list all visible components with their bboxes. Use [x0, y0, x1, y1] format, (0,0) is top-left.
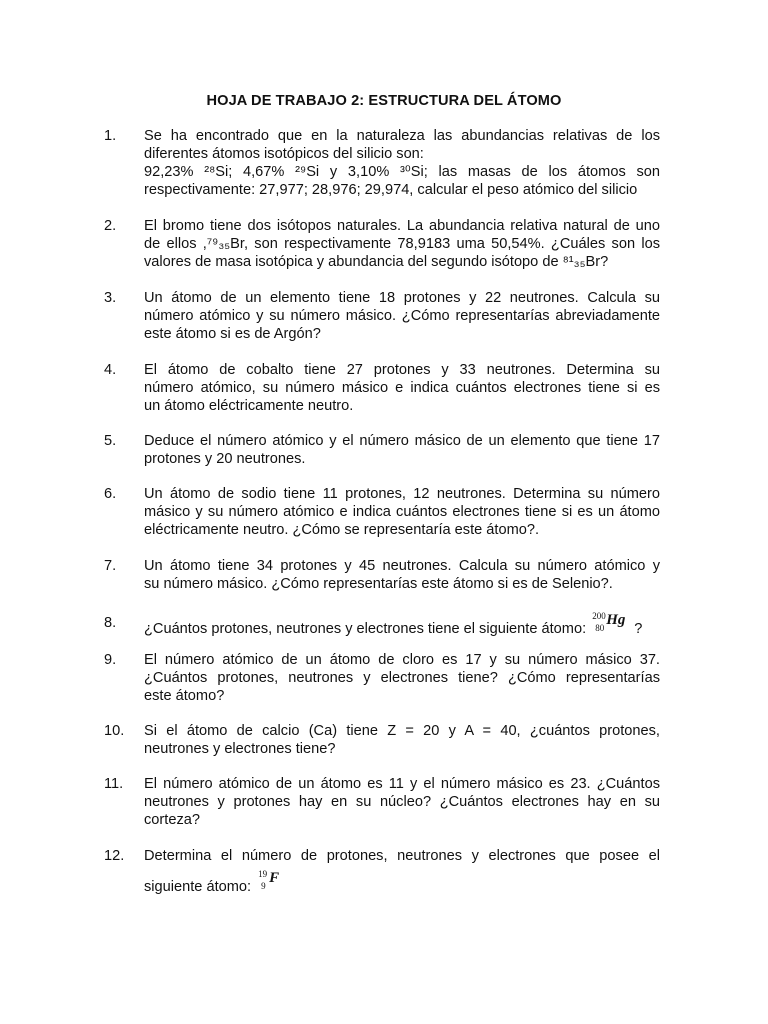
question-line: másico y su número atómico e indica cuántos electrones tiene si es un átomo [144, 504, 660, 520]
question-line: siguiente átomo: [144, 879, 252, 895]
page-title: HOJA DE TRABAJO 2: ESTRUCTURA DEL ÁTOMO [206, 93, 562, 109]
question-text [144, 775, 660, 829]
question-line: El átomo de cobalto tiene 27 protones y 33 neutrones. Determina su [144, 362, 660, 378]
question-line: Si el átomo de calcio (Ca) tiene Z = 20 y A = 40, ¿cuántos protones, [144, 723, 660, 739]
question-line: El número atómico de un átomo de cloro es 17 y su número másico 37. [144, 652, 660, 668]
question-line: Se ha encontrado que en la naturaleza las abundancias relativas de los [144, 128, 660, 144]
mercury-nuclide-symbol [590, 611, 630, 636]
question-number: 8. [104, 615, 117, 631]
question-number: 3. [104, 290, 117, 306]
question-text [144, 847, 660, 896]
question-number: 10. [104, 723, 125, 739]
question-line: protones y 20 neutrones. [144, 451, 306, 467]
question-number: 4. [104, 362, 117, 378]
question-text [144, 432, 660, 468]
question-line: corteza? [144, 812, 200, 828]
question-line: Un átomo de sodio tiene 11 protones, 12 neutrones. Determina su número [144, 486, 660, 502]
question-number: 11. [104, 776, 124, 792]
question-text [144, 651, 660, 705]
question-line: 92,23% ²⁸Si; 4,67% ²⁹Si y 3,10% ³⁰Si; las masas de los átomos son [144, 164, 660, 180]
question-number: 2. [104, 218, 117, 234]
question-line: neutrones y protones hay en su núcleo? ¿Cuántos electrones hay en su [144, 794, 660, 810]
question-line: Un átomo tiene 34 protones y 45 neutrones. Calcula su número atómico y [144, 558, 660, 574]
question-line: ¿Cuántos protones, neutrones y electrones tiene? ¿Cómo representarías [144, 670, 660, 686]
question-text [144, 127, 660, 199]
question-line: eléctricamente neutro. ¿Cómo se representaría este átomo?. [144, 522, 540, 538]
question-number: 6. [104, 486, 117, 502]
nuclide-mass-number: 19 [258, 869, 268, 879]
question-line: número atómico y su número másico. ¿Cómo representarías abreviadamente [144, 308, 660, 324]
nuclide-atomic-number: 80 [595, 623, 605, 633]
question-line-with-nuclide [144, 869, 660, 896]
question-line: Deduce el número atómico y el número másico de un elemento que tiene 17 [144, 433, 660, 449]
question-number: 1. [104, 128, 117, 144]
question-suffix: ? [634, 621, 643, 637]
question-line: Determina el número de protones, neutrones y electrones que posee el [144, 848, 660, 864]
nuclide-atomic-number: 9 [261, 881, 266, 891]
question-line: valores de masa isotópica y abundancia del segundo isótopo de ⁸¹₃₅Br? [144, 254, 609, 270]
question-line: diferentes átomos isotópicos del silicio son: [144, 146, 424, 162]
question-text [144, 557, 660, 593]
question-text [144, 289, 660, 343]
nuclide-mass-number: 200 [592, 611, 606, 621]
nuclide-element-symbol: F [269, 870, 280, 886]
question-text [144, 361, 660, 415]
question-number: 12. [104, 848, 125, 864]
question-line: respectivamente: 27,977; 28,976; 29,974, calcular el peso atómico del silicio [144, 182, 638, 198]
question-line: este átomo si es de Argón? [144, 326, 321, 342]
question-text [144, 485, 660, 539]
question-line: su número másico. ¿Cómo representarías este átomo si es de Selenio?. [144, 576, 613, 592]
question-text [144, 611, 660, 638]
question-number: 9. [104, 652, 117, 668]
question-line: este átomo? [144, 688, 225, 704]
question-number: 7. [104, 558, 117, 574]
question-line: El bromo tiene dos isótopos naturales. La abundancia relativa natural de uno [144, 218, 660, 234]
question-line: Un átomo de un elemento tiene 18 protones y 22 neutrones. Calcula su [144, 290, 660, 306]
question-line: un átomo eléctricamente neutro. [144, 398, 354, 414]
question-line: ¿Cuántos protones, neutrones y electrones tiene el siguiente átomo: [144, 621, 587, 637]
question-text [144, 217, 660, 271]
question-line: neutrones y electrones tiene? [144, 741, 336, 757]
fluorine-nuclide-symbol [255, 869, 295, 894]
question-line: número atómico, su número másico e indica cuántos electrones tiene si es [144, 380, 660, 396]
nuclide-element-symbol: Hg [606, 612, 626, 628]
question-text [144, 722, 660, 758]
question-line: de ellos ,⁷⁹₃₅Br, son respectivamente 78,9183 uma 50,54%. ¿Cuáles son los [144, 236, 660, 252]
question-number: 5. [104, 433, 117, 449]
question-line: El número atómico de un átomo es 11 y el número másico es 23. ¿Cuántos [144, 776, 660, 792]
